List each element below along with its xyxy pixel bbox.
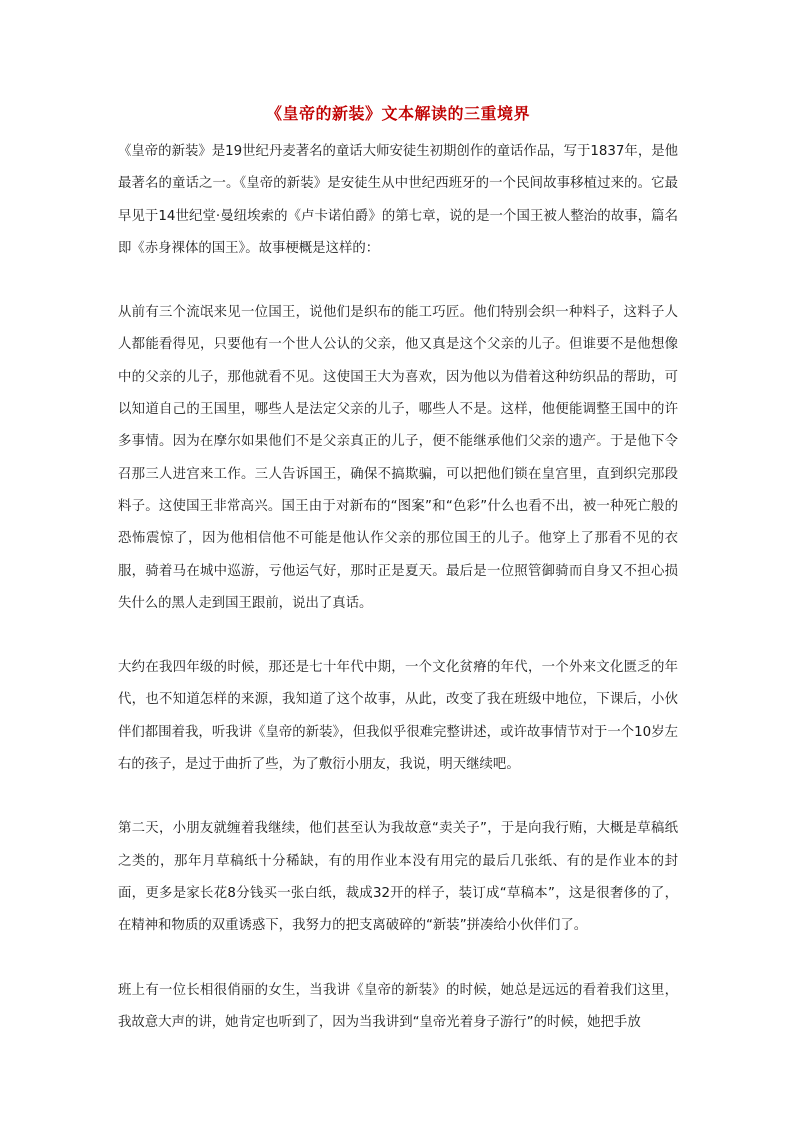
paragraph-classmate: 班上有一位长相很俏丽的女生，当我讲《皇帝的新装》的时候，她总是远远的看着我们这里，我故意大声的讲，她肯定也听到了，因为当我讲到“皇帝光着身子游行”的时候，她把手放	[118, 982, 678, 1030]
paragraph-intro: 《皇帝的新装》是19世纪丹麦著名的童话大师安徒生初期创作的童话作品，写于1837年，是他最著名的童话之一。《皇帝的新装》是安徒生从中世纪西班牙的一个民间故事移植过来的。它最早见于14世纪堂·曼纽埃索的《卢卡诺伯爵》的第七章，说的是一个国王被人整治的故事，篇名即《赤身裸体的国王》。故事梗概是这样的：	[118, 144, 678, 256]
paragraph-memory: 大约在我四年级的时候，那还是七十年代中期，一个文化贫瘠的年代，一个外来文化匮乏的年代，也不知道怎样的来源，我知道了这个故事，从此，改变了我在班级中地位，下课后，小伙伴们都围着我，听我讲《皇帝的新装》，但我似乎很难完整讲述，或许故事情节对于一个10岁左右的孩子，是过于曲折了些，为了敷衍小朋友，我说，明天继续吧。	[118, 660, 678, 773]
document-page	[118, 96, 678, 1039]
document-title: 《皇帝的新装》文本解读的三重境界	[265, 104, 530, 123]
paragraph-spacer	[118, 265, 678, 297]
paragraph-spacer	[118, 781, 678, 813]
paragraph-next-day: 第二天，小朋友就缠着我继续，他们甚至认为我故意“卖关子”，于是向我行贿，大概是草稿纸之类的，那年月草稿纸十分稀缺，有的用作业本没有用完的最后几张纸、有的是作业本的封面，更多是家长花8分钱买一张白纸，裁成32开的样子，装订成“草稿本”，这是很奢侈的了，在精神和物质的双重诱惑下，我努力的把支离破碎的“新装”拼凑给小伙伴们了。	[118, 821, 678, 934]
paragraph-story: 从前有三个流氓来见一位国王，说他们是织布的能工巧匠。他们特别会织一种料子，这料子人人都能看得见，只要他有一个世人公认的父亲，他又真是这个父亲的儿子。但谁要不是他想像中的父亲的儿子，那他就看不见。这使国王大为喜欢，因为他以为借着这种纺织品的帮助，可以知道自己的王国里，哪些人是法定父亲的儿子，哪些人不是。这样，他便能调整王国中的许多事情。因为在摩尔如果他们不是父亲真正的儿子，便不能继承他们父亲的遗产。于是他下令召那三人进宫来工作。三人告诉国王，确保不搞欺骗，可以把他们锁在皇宫里，直到织完那段料子。这使国王非常高兴。国王由于对新布的“图案”和“色彩”什么也看不出，被一种死亡般的恐怖震惊了，因为他相信他不可能是他认作父亲的那位国王的儿子。他穿上了那看不见的衣服，骑着马在城中巡游，亏他运气好，那时正是夏天。最后是一位照管御骑而自身又不担心损失什么的黑人走到国王跟前，说出了真话。	[118, 305, 678, 611]
paragraph-spacer	[118, 620, 678, 652]
paragraph-spacer	[118, 943, 678, 975]
